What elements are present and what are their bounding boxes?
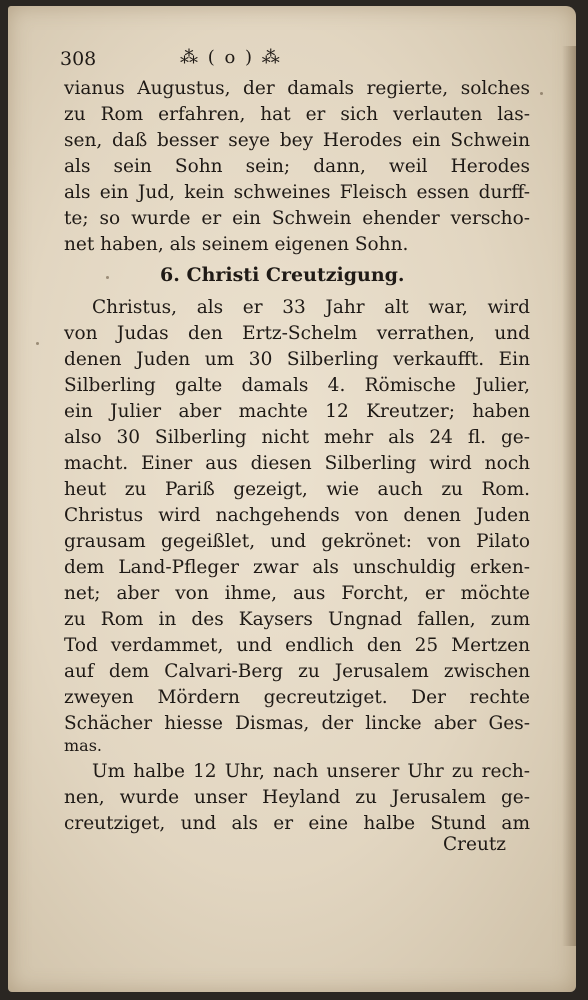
text-line: sen, daß besser seye bey Herodes ein Schwein: [64, 130, 530, 151]
text-line: Christus wird nachgehends von denen Juden: [64, 505, 530, 526]
paper-speck: [540, 92, 543, 95]
text-line: Silberling galte damals 4. Römische Julier,: [64, 375, 530, 396]
text-line: zu Rom in des Kaysers Ungnad fallen, zum: [64, 609, 530, 630]
text-line: denen Juden um 30 Silberling verkaufft. Ein: [64, 349, 530, 370]
text-line: ein Julier aber machte 12 Kreutzer; haben: [64, 401, 530, 422]
catchword: Creutz: [443, 834, 507, 855]
text-line: von Judas den Ertz-Schelm verrathen, und: [64, 323, 530, 344]
text-line: macht. Einer aus diesen Silberling wird noch: [64, 453, 530, 474]
text-line: nen, wurde unser Heyland zu Jerusalem ge-: [64, 787, 530, 808]
text-line: heut zu Pariß gezeigt, wie auch zu Rom.: [64, 479, 530, 500]
header-ornament: ⁂ ( o ) ⁂: [180, 47, 282, 68]
text-line: als sein Sohn sein; dann, weil Herodes: [64, 156, 530, 177]
text-line: also 30 Silberling nicht mehr als 24 fl. ge-: [64, 427, 530, 448]
text-line: als ein Jud, kein schweines Fleisch essen durff-: [64, 182, 530, 203]
text-line: Christus, als er 33 Jahr alt war, wird: [92, 297, 530, 318]
text-line: zweyen Mördern gecreutziget. Der rechte: [64, 687, 530, 708]
text-line: dem Land-Pfleger zwar als unschuldig erken-: [64, 557, 530, 578]
text-line: net haben, als seinem eigenen Sohn.: [64, 234, 409, 255]
text-line: mas.: [64, 736, 103, 755]
text-line: Um halbe 12 Uhr, nach unserer Uhr zu rech-: [92, 761, 530, 782]
text-line: vianus Augustus, der damals regierte, solches: [64, 78, 530, 99]
page-edge-shadow: [562, 46, 576, 946]
paper-speck: [36, 342, 39, 345]
text-line: Tod verdammet, und endlich den 25 Mertzen: [64, 635, 530, 656]
paper-speck: [106, 276, 109, 279]
text-line: zu Rom erfahren, hat er sich verlauten las-: [64, 104, 530, 125]
text-line: auf dem Calvari-Berg zu Jerusalem zwischen: [64, 661, 530, 682]
text-line: grausam gegeißlet, und gekrönet: von Pilato: [64, 531, 530, 552]
text-line: creutziget, und als er eine halbe Stund am: [64, 813, 530, 834]
text-line: te; so wurde er ein Schwein ehender verscho-: [64, 208, 530, 229]
page-number: 308: [60, 48, 97, 70]
text-line: net; aber von ihme, aus Forcht, er möchte: [64, 583, 530, 604]
text-line: Schächer hiesse Dismas, der lincke aber Ges-: [64, 713, 530, 734]
section-heading: 6. Christi Creutzigung.: [160, 264, 405, 286]
